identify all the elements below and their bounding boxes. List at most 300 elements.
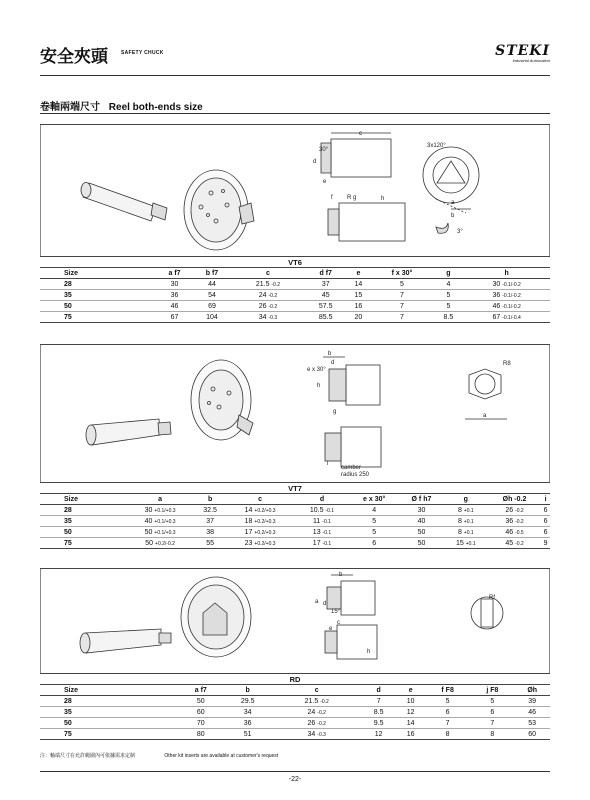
- cell-value: 5: [399, 280, 404, 288]
- table-cell: [514, 696, 550, 707]
- cell-value: 17: [312, 539, 321, 547]
- table-cell: [125, 538, 194, 549]
- vt6-dim-label: f: [331, 195, 333, 201]
- table-cell: [444, 538, 488, 549]
- cell-value: 75: [64, 730, 72, 738]
- cell-value: 20: [354, 313, 363, 321]
- vt7-table: [40, 482, 550, 549]
- cell-value: 37: [321, 280, 330, 288]
- cell-value: 36: [243, 719, 252, 727]
- vt7-panel: [40, 344, 550, 549]
- vt6-dim-label: a: [451, 200, 455, 206]
- cell-value: 35: [64, 708, 72, 716]
- table-cell: [463, 290, 550, 301]
- table-cell: [223, 707, 273, 718]
- table-cell: [361, 718, 397, 729]
- table-cell: [361, 729, 397, 740]
- cell-value: 13: [312, 528, 321, 536]
- table-cell: [295, 516, 349, 527]
- cell-value: 7: [445, 719, 450, 727]
- table-cell: [231, 290, 305, 301]
- table-cell: [488, 527, 541, 538]
- rd-table: [40, 673, 550, 740]
- cell-value: 60: [196, 708, 205, 716]
- column-header: a f7: [156, 268, 193, 279]
- table-row: [40, 729, 550, 740]
- table-cell: [463, 312, 550, 323]
- vt6-dim-label: 3x120°: [427, 143, 446, 149]
- cell-tolerance: -0.2: [515, 518, 524, 525]
- vt7-drawing: [40, 345, 550, 482]
- cell-value: 26: [505, 506, 514, 514]
- vt6-panel: [40, 124, 550, 323]
- cell-value: 24: [307, 708, 316, 716]
- model-name: RD: [40, 674, 550, 685]
- table-cell: [223, 729, 273, 740]
- logo-mark: STEKI: [495, 43, 550, 59]
- cell-value: 14: [354, 280, 363, 288]
- cell-value: 32.5: [203, 506, 217, 514]
- cell-value: 9.5: [373, 719, 384, 727]
- cell-value: 60: [528, 730, 537, 738]
- table-cell: [273, 707, 361, 718]
- table-cell: [40, 707, 179, 718]
- table-cell: [156, 279, 193, 290]
- cell-tolerance: -0.2: [515, 540, 524, 547]
- cell-value: 10.5: [309, 506, 324, 514]
- cell-value: 6: [543, 517, 548, 525]
- cell-tolerance: +0.1: [463, 518, 474, 525]
- cell-value: 21.5: [304, 697, 319, 705]
- table-cell: [425, 707, 470, 718]
- cell-value: 55: [206, 539, 214, 547]
- cell-value: 34: [307, 730, 316, 738]
- cell-value: 8: [445, 730, 450, 738]
- cell-tolerance: -0.2: [268, 292, 278, 299]
- table-cell: [514, 718, 550, 729]
- vt7-dim-label: b: [328, 351, 332, 357]
- cell-value: 6: [372, 539, 377, 547]
- table-header-row: [40, 268, 550, 279]
- table-cell: [425, 729, 470, 740]
- table-row: [40, 279, 550, 290]
- table-cell: [399, 505, 444, 516]
- table-cell: [40, 696, 179, 707]
- cell-value: 75: [64, 313, 72, 321]
- cell-value: 34: [243, 708, 252, 716]
- rd-dim-label: h: [367, 649, 371, 655]
- cell-value: 5: [490, 697, 495, 705]
- table-cell: [347, 312, 371, 323]
- table-cell: [156, 290, 193, 301]
- table-cell: [40, 729, 179, 740]
- cell-tolerance: +0.2/+0.3: [254, 540, 276, 547]
- cell-value: 8: [457, 506, 462, 514]
- cell-value: 4: [446, 280, 451, 288]
- cell-value: 50: [417, 539, 426, 547]
- column-header: b: [223, 685, 273, 696]
- cell-value: 30: [170, 280, 179, 288]
- table-cell: [541, 516, 550, 527]
- cell-value: 50: [417, 528, 426, 536]
- cell-value: 12: [374, 730, 383, 738]
- table-cell: [156, 312, 193, 323]
- column-header: c: [225, 494, 294, 505]
- table-cell: [40, 505, 125, 516]
- rd-dim-label: e: [329, 626, 333, 632]
- table-cell: [541, 505, 550, 516]
- cell-value: 40: [417, 517, 426, 525]
- logo-subtitle: Industrial Automation: [512, 58, 550, 63]
- table-cell: [434, 312, 464, 323]
- cell-value: 40: [144, 517, 153, 525]
- table-cell: [361, 696, 397, 707]
- cell-value: 50: [196, 697, 205, 705]
- table-cell: [40, 516, 125, 527]
- cell-value: 39: [528, 697, 537, 705]
- cell-value: 5: [372, 528, 377, 536]
- cell-value: 36: [505, 517, 514, 525]
- model-name: VT6: [40, 257, 550, 268]
- cell-value: 28: [64, 506, 72, 514]
- model-name: VT7: [40, 483, 550, 494]
- cell-value: 15: [455, 539, 464, 547]
- table-cell: [349, 516, 399, 527]
- table-cell: [125, 516, 194, 527]
- cell-value: 46: [505, 528, 514, 536]
- table-cell: [295, 538, 349, 549]
- cell-value: 7: [399, 302, 404, 310]
- column-header: g: [434, 268, 464, 279]
- cell-value: 36: [170, 291, 179, 299]
- table-cell: [349, 505, 399, 516]
- table-cell: [305, 290, 347, 301]
- table-cell: [370, 290, 433, 301]
- table-cell: [347, 290, 371, 301]
- cell-value: 6: [543, 528, 548, 536]
- cell-value: 67: [492, 313, 501, 321]
- column-header: Size: [40, 494, 125, 505]
- table-row: [40, 527, 550, 538]
- cell-value: 6: [543, 506, 548, 514]
- cell-tolerance: -0.1: [322, 529, 332, 536]
- column-header: f F8: [425, 685, 470, 696]
- cell-value: 5: [445, 697, 450, 705]
- cell-value: 5: [446, 291, 451, 299]
- table-cell: [231, 279, 305, 290]
- cell-tolerance: -0.2: [317, 709, 326, 716]
- cell-tolerance: -0.1: [322, 518, 331, 525]
- cell-value: 46: [492, 302, 501, 310]
- cell-value: 8: [457, 528, 462, 536]
- table-cell: [514, 707, 550, 718]
- table-cell: [179, 707, 223, 718]
- table-cell: [195, 538, 226, 549]
- cell-value: 7: [399, 313, 404, 321]
- table-cell: [463, 301, 550, 312]
- cell-value: 70: [196, 719, 205, 727]
- cell-value: 67: [170, 313, 179, 321]
- cell-tolerance: +0.1/+0.3: [154, 507, 176, 514]
- column-header: e: [347, 268, 371, 279]
- cell-value: 29.5: [240, 697, 255, 705]
- table-cell: [225, 516, 294, 527]
- table-cell: [370, 279, 433, 290]
- cell-value: 16: [354, 302, 363, 310]
- column-header: d: [361, 685, 397, 696]
- brand-logo: [495, 42, 550, 63]
- table-cell: [225, 527, 294, 538]
- table-cell: [470, 696, 514, 707]
- table-cell: [40, 718, 179, 729]
- cell-value: 54: [208, 291, 216, 299]
- table-cell: [40, 301, 156, 312]
- rd-drawing: [40, 569, 550, 673]
- footnote-en: Other kit inserts are available at customer's request: [164, 753, 279, 759]
- vt6-technical-drawing: [41, 125, 549, 256]
- table-cell: [193, 301, 231, 312]
- cell-tolerance: -0.2: [317, 720, 326, 727]
- column-header: Size: [40, 685, 179, 696]
- cell-value: 45: [321, 291, 330, 299]
- cell-value: 53: [528, 719, 537, 727]
- table-cell: [434, 290, 464, 301]
- table-cell: [347, 279, 371, 290]
- table-cell: [444, 505, 488, 516]
- vt6-dim-label: R g: [347, 195, 357, 201]
- cell-value: 26: [258, 302, 267, 310]
- cell-value: 85.5: [318, 313, 333, 321]
- table-cell: [349, 538, 399, 549]
- table-cell: [347, 301, 371, 312]
- table-cell: [444, 527, 488, 538]
- cell-tolerance: +0.1: [463, 507, 474, 514]
- vt6-table: [40, 256, 550, 323]
- column-header: Øh -0.2: [488, 494, 541, 505]
- cell-value: 17: [244, 528, 253, 536]
- table-cell: [40, 312, 156, 323]
- column-header: h: [463, 268, 550, 279]
- cell-tolerance: -0.2: [515, 507, 524, 514]
- table-cell: [305, 312, 347, 323]
- cell-value: 8: [457, 517, 462, 525]
- cell-value: 24: [258, 291, 267, 299]
- column-header: d: [295, 494, 349, 505]
- cell-tolerance: +0.1: [463, 529, 474, 536]
- table-cell: [193, 279, 231, 290]
- table-cell: [470, 707, 514, 718]
- rd-dim-label: a: [315, 599, 319, 605]
- table-cell: [488, 538, 541, 549]
- cell-tolerance: -0.2: [271, 281, 281, 288]
- vt7-dim-label: radius 250: [341, 472, 370, 478]
- table-row: [40, 312, 550, 323]
- table-cell: [434, 279, 464, 290]
- cell-tolerance: -0.3: [317, 731, 326, 738]
- table-cell: [305, 279, 347, 290]
- table-row: [40, 290, 550, 301]
- table-cell: [470, 718, 514, 729]
- table-cell: [40, 290, 156, 301]
- table-cell: [273, 729, 361, 740]
- cell-value: 34: [258, 313, 267, 321]
- table-cell: [195, 527, 226, 538]
- vt6-drawing: [40, 125, 550, 256]
- table-header-row: [40, 685, 550, 696]
- cell-value: 11: [313, 517, 321, 525]
- cell-tolerance: -0.2: [268, 303, 278, 310]
- header-title-en: SAFETY CHUCK: [121, 50, 164, 56]
- table-cell: [156, 301, 193, 312]
- table-cell: [40, 527, 125, 538]
- cell-tolerance: -0.1/-0.2: [502, 281, 521, 288]
- cell-tolerance: +0.2/+0.3: [254, 529, 276, 536]
- rd-panel: [40, 568, 550, 740]
- cell-value: 23: [244, 539, 253, 547]
- cell-value: 7: [490, 719, 495, 727]
- cell-value: 6: [490, 708, 495, 716]
- column-header: e: [396, 685, 424, 696]
- cell-tolerance: -0.1: [325, 507, 335, 514]
- column-header: c: [273, 685, 361, 696]
- cell-value: 8.5: [443, 313, 454, 321]
- cell-value: 30: [144, 506, 153, 514]
- vt7-technical-drawing: [41, 345, 549, 482]
- cell-value: 9: [543, 539, 548, 547]
- table-row: [40, 505, 550, 516]
- table-cell: [225, 505, 294, 516]
- table-header-row: [40, 494, 550, 505]
- table-cell: [195, 505, 226, 516]
- table-cell: [193, 312, 231, 323]
- rd-dim-label: b: [339, 572, 343, 578]
- section-title-en: Reel both-ends size: [108, 102, 203, 113]
- vt6-dim-label: d: [313, 159, 317, 165]
- cell-value: 7: [399, 291, 404, 299]
- table-row: [40, 707, 550, 718]
- table-cell: [396, 696, 424, 707]
- page-header: [40, 36, 550, 76]
- header-title-zh: 安全夾頭: [40, 47, 108, 67]
- cell-value: 10: [406, 697, 415, 705]
- table-cell: [179, 718, 223, 729]
- table-row: [40, 538, 550, 549]
- cell-tolerance: -0.1/-0.2: [502, 303, 521, 310]
- cell-tolerance: -0.1: [322, 540, 332, 547]
- table-cell: [179, 729, 223, 740]
- rd-dim-label: d: [323, 601, 327, 607]
- model-row: [40, 483, 550, 494]
- table-cell: [179, 696, 223, 707]
- vt6-dim-label: e: [323, 179, 327, 185]
- vt6-dim-label: c: [359, 131, 362, 137]
- table-cell: [273, 696, 361, 707]
- cell-value: 50: [145, 539, 154, 547]
- cell-value: 15: [354, 291, 363, 299]
- cell-tolerance: -0.1/-0.4: [502, 314, 521, 321]
- rd-dim-label: c: [337, 620, 340, 626]
- cell-value: 36: [492, 291, 501, 299]
- table-cell: [273, 718, 361, 729]
- page-number: [0, 776, 590, 783]
- cell-value: 28: [64, 697, 72, 705]
- table-cell: [295, 527, 349, 538]
- column-header: g: [444, 494, 488, 505]
- cell-value: 12: [406, 708, 415, 716]
- cell-tolerance: +0.2/+0.3: [254, 507, 276, 514]
- table-cell: [434, 301, 464, 312]
- cell-tolerance: -0.1/-0.2: [502, 292, 521, 299]
- cell-value: 35: [64, 291, 72, 299]
- page-number-text: -22-: [288, 776, 302, 783]
- table-cell: [541, 527, 550, 538]
- cell-value: 46: [170, 302, 179, 310]
- vt7-table-body: [40, 483, 550, 549]
- cell-value: 104: [206, 313, 218, 321]
- table-cell: [425, 696, 470, 707]
- vt6-dim-label: h: [381, 196, 385, 202]
- table-cell: [396, 729, 424, 740]
- cell-value: 45: [505, 539, 514, 547]
- cell-tolerance: +0.1/+0.3: [154, 518, 176, 525]
- table-cell: [305, 301, 347, 312]
- section-title-zh: 卷軸兩端尺寸: [40, 102, 100, 113]
- table-cell: [470, 729, 514, 740]
- table-cell: [225, 538, 294, 549]
- cell-value: 26: [307, 719, 316, 727]
- vt7-dim-label: e x 30°: [307, 367, 326, 373]
- cell-value: 30: [492, 280, 501, 288]
- table-cell: [193, 290, 231, 301]
- column-header: Size: [40, 268, 156, 279]
- table-cell: [223, 696, 273, 707]
- cell-value: 37: [206, 517, 214, 525]
- table-cell: [223, 718, 273, 729]
- table-cell: [349, 527, 399, 538]
- cell-value: 50: [64, 302, 72, 310]
- vt6-table-body: [40, 257, 550, 323]
- vt7-dim-label: h: [317, 383, 321, 389]
- table-cell: [125, 527, 194, 538]
- cell-tolerance: -0.5: [515, 529, 524, 536]
- model-row: [40, 674, 550, 685]
- table-cell: [396, 718, 424, 729]
- column-header: c: [231, 268, 305, 279]
- table-cell: [514, 729, 550, 740]
- footnote-zh: 注：軸端尺寸在允許範圍內可依據需求定制: [40, 753, 136, 759]
- cell-tolerance: +0.1/+0.3: [154, 529, 176, 536]
- vt6-dim-label: b: [451, 213, 455, 219]
- table-cell: [488, 516, 541, 527]
- table-row: [40, 718, 550, 729]
- vt7-dim-label: R8: [503, 361, 511, 367]
- table-cell: [541, 538, 550, 549]
- cell-value: 8.5: [373, 708, 384, 716]
- rd-table-body: [40, 674, 550, 740]
- rd-dim-label: Rf: [489, 595, 495, 601]
- cell-value: 14: [406, 719, 415, 727]
- column-header: a: [125, 494, 194, 505]
- table-row: [40, 516, 550, 527]
- cell-value: 5: [372, 517, 377, 525]
- cell-value: 38: [206, 528, 214, 536]
- column-header: i: [541, 494, 550, 505]
- cell-value: 80: [196, 730, 205, 738]
- table-cell: [40, 538, 125, 549]
- column-header: e x 30°: [349, 494, 399, 505]
- cell-value: 28: [64, 280, 72, 288]
- cell-value: 69: [208, 302, 216, 310]
